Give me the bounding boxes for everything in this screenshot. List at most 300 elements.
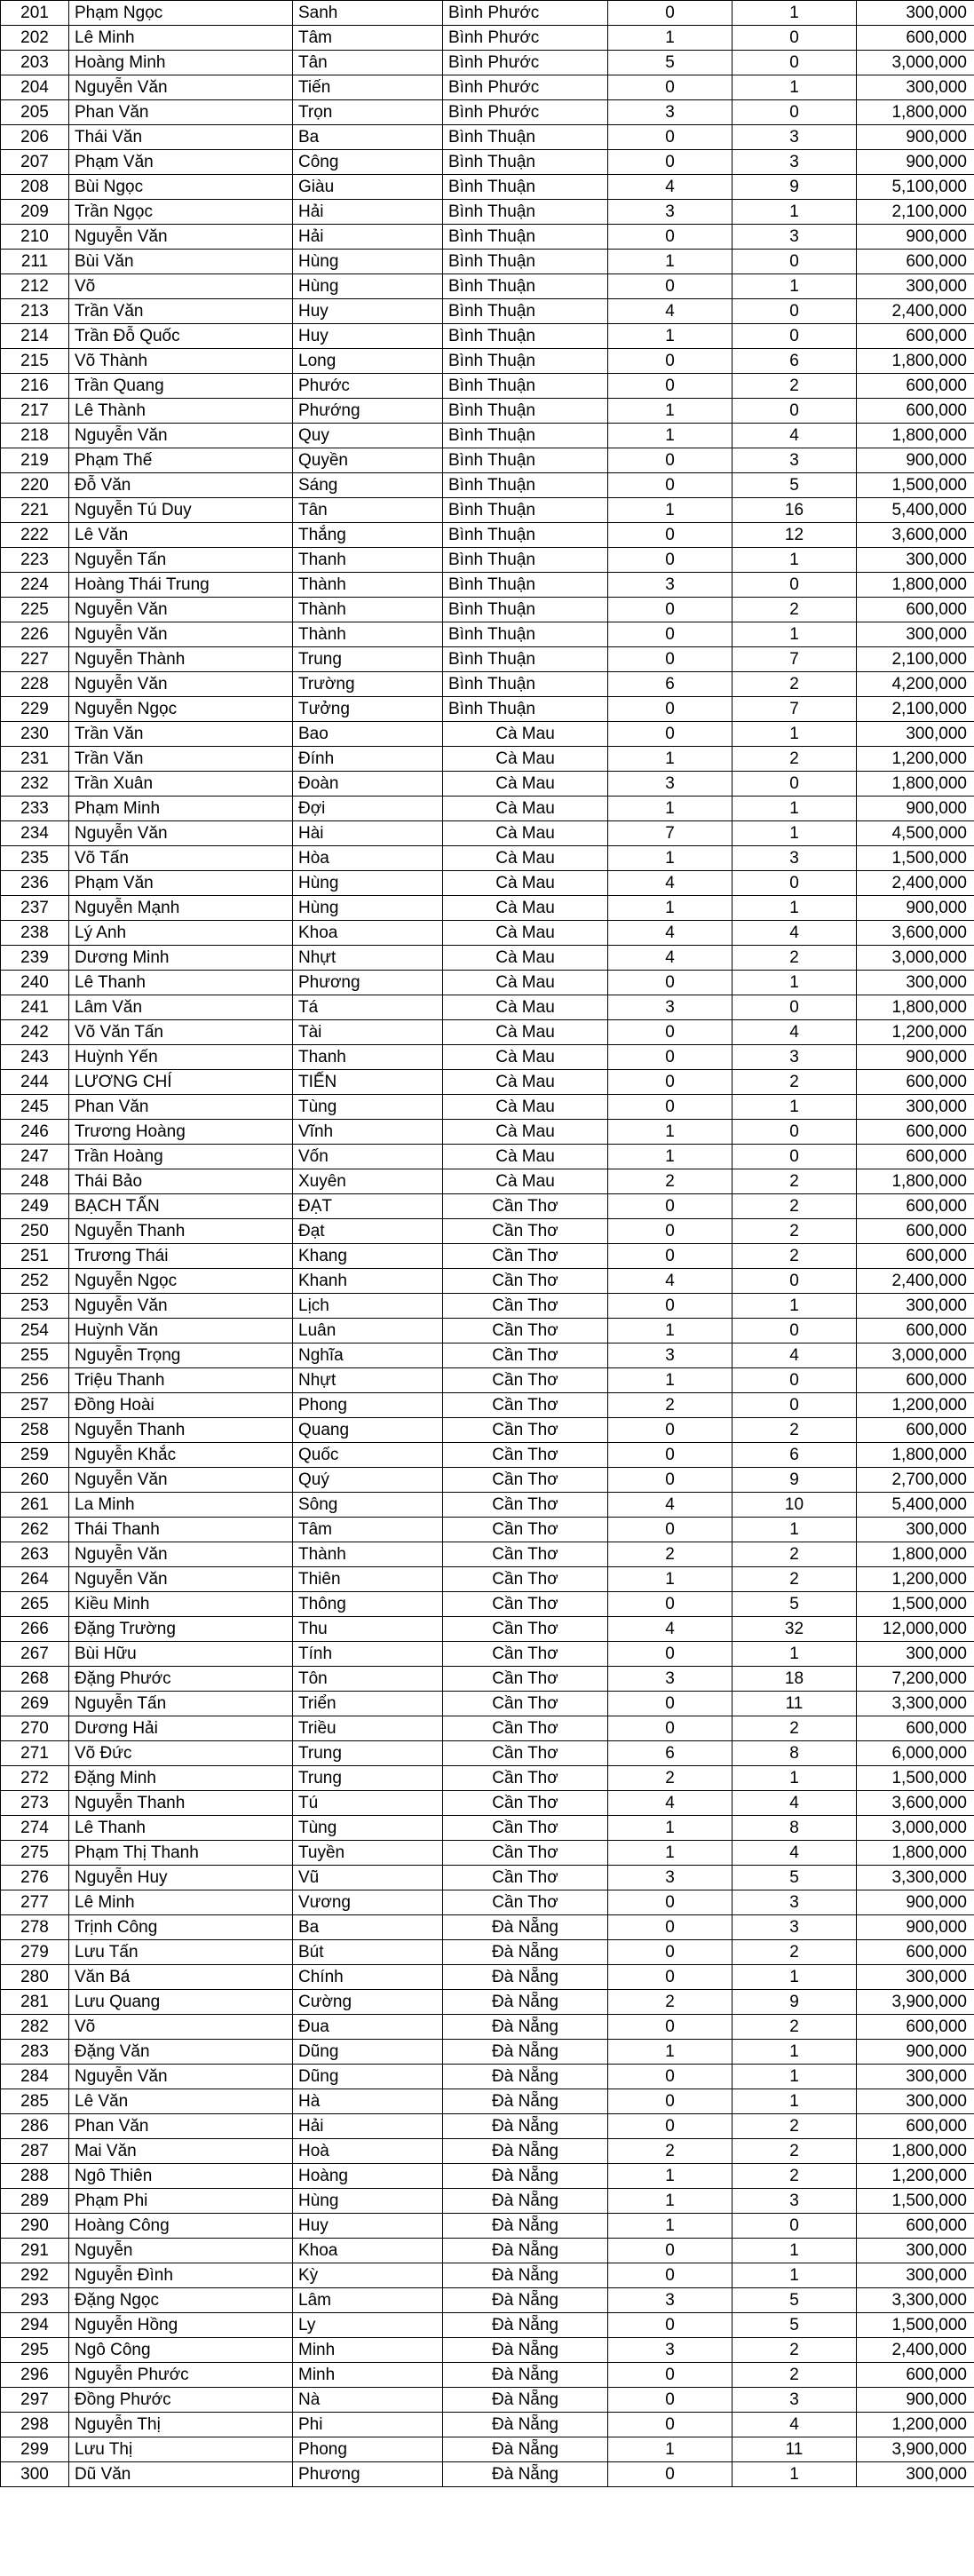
surname-cell: Lê Thanh — [69, 1816, 293, 1841]
count-2-cell: 16 — [732, 498, 857, 523]
amount-cell: 2,400,000 — [857, 871, 974, 896]
surname-cell: Võ — [69, 274, 293, 299]
province-cell: Cà Mau — [443, 921, 608, 946]
surname-cell: Trần Xuân — [69, 772, 293, 797]
amount-cell: 900,000 — [857, 150, 974, 175]
row-number-cell: 276 — [1, 1866, 69, 1890]
amount-cell: 600,000 — [857, 1145, 974, 1169]
table-row — [1, 1741, 974, 1766]
province-cell: Bình Phước — [443, 51, 608, 75]
table-row — [1, 1965, 974, 1990]
province-cell: Đà Nẵng — [443, 1965, 608, 1990]
count-1-cell: 0 — [608, 1642, 732, 1667]
amount-cell: 1,500,000 — [857, 1592, 974, 1617]
count-2-cell: 4 — [732, 1020, 857, 1045]
count-2-cell: 2 — [732, 672, 857, 697]
province-cell: Bình Thuận — [443, 598, 608, 622]
surname-cell: La Minh — [69, 1493, 293, 1518]
amount-cell: 1,800,000 — [857, 100, 974, 125]
amount-cell: 300,000 — [857, 2089, 974, 2114]
surname-cell: Mai Văn — [69, 2139, 293, 2164]
count-2-cell: 1 — [732, 2263, 857, 2288]
count-2-cell: 4 — [732, 1841, 857, 1866]
amount-cell: 3,000,000 — [857, 946, 974, 971]
amount-cell: 300,000 — [857, 2263, 974, 2288]
count-2-cell: 3 — [732, 2189, 857, 2214]
count-2-cell: 2 — [732, 747, 857, 772]
row-number-cell: 211 — [1, 250, 69, 274]
table-row — [1, 995, 974, 1020]
table-row — [1, 672, 974, 697]
given-name-cell: Phước — [293, 374, 443, 399]
amount-cell: 600,000 — [857, 324, 974, 349]
surname-cell: Trần Văn — [69, 722, 293, 747]
given-name-cell: Quang — [293, 1418, 443, 1443]
count-2-cell: 0 — [732, 51, 857, 75]
count-2-cell: 1 — [732, 2239, 857, 2263]
table-row — [1, 1393, 974, 1418]
count-2-cell: 11 — [732, 2437, 857, 2462]
given-name-cell: Triều — [293, 1716, 443, 1741]
table-row — [1, 150, 974, 175]
surname-cell: Bùi Hữu — [69, 1642, 293, 1667]
count-1-cell: 0 — [608, 1418, 732, 1443]
given-name-cell: Thanh — [293, 548, 443, 573]
given-name-cell: Đính — [293, 747, 443, 772]
count-2-cell: 7 — [732, 647, 857, 672]
amount-cell: 300,000 — [857, 548, 974, 573]
count-2-cell: 1 — [732, 2065, 857, 2089]
row-number-cell: 254 — [1, 1319, 69, 1343]
row-number-cell: 212 — [1, 274, 69, 299]
row-number-cell: 249 — [1, 1194, 69, 1219]
amount-cell: 300,000 — [857, 2065, 974, 2089]
amount-cell: 300,000 — [857, 2462, 974, 2487]
surname-cell: Nguyễn Tấn — [69, 1692, 293, 1716]
province-cell: Đà Nẵng — [443, 2040, 608, 2065]
count-2-cell: 2 — [732, 2338, 857, 2363]
table-row — [1, 473, 974, 498]
given-name-cell: Dũng — [293, 2040, 443, 2065]
given-name-cell: Hải — [293, 200, 443, 225]
amount-cell: 900,000 — [857, 797, 974, 821]
table-row — [1, 399, 974, 424]
given-name-cell: Đạt — [293, 1219, 443, 1244]
row-number-cell: 283 — [1, 2040, 69, 2065]
count-1-cell: 4 — [608, 1493, 732, 1518]
table-row — [1, 1319, 974, 1343]
row-number-cell: 221 — [1, 498, 69, 523]
row-number-cell: 277 — [1, 1890, 69, 1915]
count-1-cell: 1 — [608, 2189, 732, 2214]
row-number-cell: 292 — [1, 2263, 69, 2288]
count-2-cell: 2 — [732, 1418, 857, 1443]
surname-cell: Nguyễn Thanh — [69, 1418, 293, 1443]
amount-cell: 300,000 — [857, 274, 974, 299]
table-row — [1, 2437, 974, 2462]
surname-cell: Phan Văn — [69, 1095, 293, 1120]
province-cell: Cà Mau — [443, 846, 608, 871]
count-2-cell: 2 — [732, 1542, 857, 1567]
province-cell: Cần Thơ — [443, 1244, 608, 1269]
row-number-cell: 206 — [1, 125, 69, 150]
province-cell: Bình Thuận — [443, 672, 608, 697]
province-cell: Bình Thuận — [443, 498, 608, 523]
row-number-cell: 225 — [1, 598, 69, 622]
amount-cell: 3,600,000 — [857, 523, 974, 548]
count-1-cell: 0 — [608, 2413, 732, 2437]
given-name-cell: Đợi — [293, 797, 443, 821]
amount-cell: 1,200,000 — [857, 747, 974, 772]
count-1-cell: 1 — [608, 1816, 732, 1841]
table-row — [1, 1518, 974, 1542]
given-name-cell: Thành — [293, 622, 443, 647]
row-number-cell: 207 — [1, 150, 69, 175]
surname-cell: Dũ Văn — [69, 2462, 293, 2487]
given-name-cell: Tú — [293, 1791, 443, 1816]
table-row — [1, 2114, 974, 2139]
row-number-cell: 265 — [1, 1592, 69, 1617]
count-1-cell: 0 — [608, 1020, 732, 1045]
surname-cell: Đặng Phước — [69, 1667, 293, 1692]
table-row — [1, 250, 974, 274]
surname-cell: Đặng Ngọc — [69, 2288, 293, 2313]
row-number-cell: 299 — [1, 2437, 69, 2462]
count-1-cell: 0 — [608, 2363, 732, 2388]
count-2-cell: 9 — [732, 1468, 857, 1493]
count-1-cell: 0 — [608, 1244, 732, 1269]
surname-cell: Nguyễn Thị — [69, 2413, 293, 2437]
given-name-cell: Cường — [293, 1990, 443, 2015]
amount-cell: 300,000 — [857, 1095, 974, 1120]
province-cell: Cà Mau — [443, 821, 608, 846]
amount-cell: 600,000 — [857, 2114, 974, 2139]
given-name-cell: Giàu — [293, 175, 443, 200]
table-row — [1, 772, 974, 797]
province-cell: Cần Thơ — [443, 1741, 608, 1766]
given-name-cell: Luân — [293, 1319, 443, 1343]
table-row — [1, 1915, 974, 1940]
surname-cell: Nguyễn Văn — [69, 821, 293, 846]
amount-cell: 2,700,000 — [857, 1468, 974, 1493]
province-cell: Cần Thơ — [443, 1418, 608, 1443]
table-row — [1, 1766, 974, 1791]
row-number-cell: 279 — [1, 1940, 69, 1965]
table-row — [1, 225, 974, 250]
row-number-cell: 296 — [1, 2363, 69, 2388]
count-2-cell: 5 — [732, 2313, 857, 2338]
amount-cell: 1,800,000 — [857, 573, 974, 598]
count-2-cell: 3 — [732, 225, 857, 250]
table-row — [1, 75, 974, 100]
row-number-cell: 269 — [1, 1692, 69, 1716]
given-name-cell: Lịch — [293, 1294, 443, 1319]
count-2-cell: 1 — [732, 1642, 857, 1667]
amount-cell: 5,400,000 — [857, 498, 974, 523]
province-cell: Cà Mau — [443, 1020, 608, 1045]
table-row — [1, 1468, 974, 1493]
row-number-cell: 236 — [1, 871, 69, 896]
row-number-cell: 247 — [1, 1145, 69, 1169]
given-name-cell: Khang — [293, 1244, 443, 1269]
province-cell: Cần Thơ — [443, 1468, 608, 1493]
province-cell: Cần Thơ — [443, 1592, 608, 1617]
count-1-cell: 3 — [608, 1343, 732, 1368]
surname-cell: Hoàng Minh — [69, 51, 293, 75]
count-1-cell: 0 — [608, 1915, 732, 1940]
count-1-cell: 0 — [608, 1692, 732, 1716]
amount-cell: 2,400,000 — [857, 2338, 974, 2363]
given-name-cell: Công — [293, 150, 443, 175]
surname-cell: Phạm Văn — [69, 150, 293, 175]
row-number-cell: 262 — [1, 1518, 69, 1542]
count-2-cell: 3 — [732, 150, 857, 175]
count-2-cell: 0 — [732, 250, 857, 274]
count-2-cell: 0 — [732, 1145, 857, 1169]
province-cell: Bình Thuận — [443, 622, 608, 647]
given-name-cell: Vĩnh — [293, 1120, 443, 1145]
count-1-cell: 0 — [608, 548, 732, 573]
row-number-cell: 274 — [1, 1816, 69, 1841]
row-number-cell: 202 — [1, 26, 69, 51]
given-name-cell: Khoa — [293, 2239, 443, 2263]
amount-cell: 600,000 — [857, 1194, 974, 1219]
row-number-cell: 284 — [1, 2065, 69, 2089]
amount-cell: 300,000 — [857, 971, 974, 995]
table-row — [1, 697, 974, 722]
count-2-cell: 0 — [732, 1393, 857, 1418]
surname-cell: Trương Hoàng — [69, 1120, 293, 1145]
row-number-cell: 293 — [1, 2288, 69, 2313]
province-cell: Bình Thuận — [443, 150, 608, 175]
row-number-cell: 208 — [1, 175, 69, 200]
count-1-cell: 4 — [608, 1617, 732, 1642]
table-row — [1, 821, 974, 846]
table-row — [1, 1493, 974, 1518]
given-name-cell: Thiên — [293, 1567, 443, 1592]
count-2-cell: 2 — [732, 2363, 857, 2388]
surname-cell: Bùi Văn — [69, 250, 293, 274]
table-row — [1, 324, 974, 349]
table-row — [1, 647, 974, 672]
province-cell: Đà Nẵng — [443, 2338, 608, 2363]
table-row — [1, 1194, 974, 1219]
surname-cell: Trần Văn — [69, 299, 293, 324]
row-number-cell: 223 — [1, 548, 69, 573]
given-name-cell: Sông — [293, 1493, 443, 1518]
table-row — [1, 1443, 974, 1468]
row-number-cell: 298 — [1, 2413, 69, 2437]
table-row — [1, 573, 974, 598]
surname-cell: BẠCH TẤN — [69, 1194, 293, 1219]
count-1-cell: 0 — [608, 2065, 732, 2089]
row-number-cell: 203 — [1, 51, 69, 75]
table-row — [1, 1294, 974, 1319]
count-2-cell: 0 — [732, 1368, 857, 1393]
province-cell: Đà Nẵng — [443, 2214, 608, 2239]
province-cell: Đà Nẵng — [443, 2288, 608, 2313]
table-row — [1, 2239, 974, 2263]
count-1-cell: 0 — [608, 1070, 732, 1095]
row-number-cell: 287 — [1, 2139, 69, 2164]
surname-cell: Ngô Thiên — [69, 2164, 293, 2189]
table-row — [1, 1368, 974, 1393]
surname-cell: Nguyễn Văn — [69, 672, 293, 697]
count-1-cell: 0 — [608, 2015, 732, 2040]
province-cell: Cần Thơ — [443, 1841, 608, 1866]
amount-cell: 1,800,000 — [857, 995, 974, 1020]
table-row — [1, 175, 974, 200]
count-1-cell: 0 — [608, 1045, 732, 1070]
count-1-cell: 0 — [608, 1, 732, 26]
count-1-cell: 1 — [608, 498, 732, 523]
surname-cell: Bùi Ngọc — [69, 175, 293, 200]
given-name-cell: Phương — [293, 2462, 443, 2487]
row-number-cell: 251 — [1, 1244, 69, 1269]
surname-cell: Nguyễn Văn — [69, 75, 293, 100]
amount-cell: 2,100,000 — [857, 697, 974, 722]
table-row — [1, 1841, 974, 1866]
table-row — [1, 424, 974, 448]
count-2-cell: 2 — [732, 2015, 857, 2040]
count-1-cell: 4 — [608, 299, 732, 324]
given-name-cell: Hài — [293, 821, 443, 846]
count-1-cell: 1 — [608, 2040, 732, 2065]
amount-cell: 600,000 — [857, 374, 974, 399]
row-number-cell: 258 — [1, 1418, 69, 1443]
province-cell: Đà Nẵng — [443, 2313, 608, 2338]
count-2-cell: 5 — [732, 473, 857, 498]
amount-cell: 300,000 — [857, 2239, 974, 2263]
count-1-cell: 1 — [608, 1567, 732, 1592]
given-name-cell: Quy — [293, 424, 443, 448]
count-1-cell: 7 — [608, 821, 732, 846]
surname-cell: Võ — [69, 2015, 293, 2040]
count-1-cell: 0 — [608, 225, 732, 250]
count-1-cell: 0 — [608, 2239, 732, 2263]
province-cell: Bình Thuận — [443, 647, 608, 672]
count-2-cell: 9 — [732, 175, 857, 200]
given-name-cell: Long — [293, 349, 443, 374]
table-row — [1, 1940, 974, 1965]
count-1-cell: 0 — [608, 274, 732, 299]
amount-cell: 1,800,000 — [857, 2139, 974, 2164]
row-number-cell: 239 — [1, 946, 69, 971]
amount-cell: 1,800,000 — [857, 1169, 974, 1194]
province-cell: Bình Thuận — [443, 523, 608, 548]
given-name-cell: Ba — [293, 1915, 443, 1940]
count-1-cell: 0 — [608, 473, 732, 498]
table-row — [1, 1145, 974, 1169]
count-2-cell: 1 — [732, 1965, 857, 1990]
count-2-cell: 3 — [732, 1045, 857, 1070]
count-1-cell: 3 — [608, 2288, 732, 2313]
given-name-cell: Tâm — [293, 26, 443, 51]
count-1-cell: 0 — [608, 1468, 732, 1493]
count-1-cell: 4 — [608, 1269, 732, 1294]
province-cell: Bình Thuận — [443, 448, 608, 473]
row-number-cell: 201 — [1, 1, 69, 26]
table-row — [1, 722, 974, 747]
row-number-cell: 252 — [1, 1269, 69, 1294]
count-1-cell: 0 — [608, 1592, 732, 1617]
province-cell: Cần Thơ — [443, 1368, 608, 1393]
count-1-cell: 2 — [608, 1393, 732, 1418]
province-cell: Bình Thuận — [443, 175, 608, 200]
count-1-cell: 4 — [608, 175, 732, 200]
count-2-cell: 2 — [732, 598, 857, 622]
count-2-cell: 5 — [732, 2288, 857, 2313]
amount-cell: 1,500,000 — [857, 473, 974, 498]
given-name-cell: Tiến — [293, 75, 443, 100]
given-name-cell: Trung — [293, 647, 443, 672]
table-row — [1, 871, 974, 896]
surname-cell: Nguyễn Văn — [69, 1542, 293, 1567]
count-1-cell: 1 — [608, 2437, 732, 2462]
row-number-cell: 209 — [1, 200, 69, 225]
province-cell: Đà Nẵng — [443, 1940, 608, 1965]
count-2-cell: 3 — [732, 448, 857, 473]
amount-cell: 600,000 — [857, 598, 974, 622]
table-row — [1, 299, 974, 324]
given-name-cell: Nhựt — [293, 1368, 443, 1393]
count-1-cell: 0 — [608, 1443, 732, 1468]
amount-cell: 4,500,000 — [857, 821, 974, 846]
province-cell: Cần Thơ — [443, 1617, 608, 1642]
surname-cell: Dương Minh — [69, 946, 293, 971]
province-cell: Cà Mau — [443, 971, 608, 995]
count-2-cell: 2 — [732, 1194, 857, 1219]
province-cell: Cần Thơ — [443, 1443, 608, 1468]
surname-cell: Nguyễn Mạnh — [69, 896, 293, 921]
table-row — [1, 2313, 974, 2338]
surname-cell: Trương Thái — [69, 1244, 293, 1269]
amount-cell: 900,000 — [857, 1890, 974, 1915]
row-number-cell: 297 — [1, 2388, 69, 2413]
row-number-cell: 270 — [1, 1716, 69, 1741]
count-2-cell: 4 — [732, 2413, 857, 2437]
count-1-cell: 0 — [608, 1518, 732, 1542]
row-number-cell: 266 — [1, 1617, 69, 1642]
surname-cell: Nguyễn Ngọc — [69, 1269, 293, 1294]
province-cell: Cần Thơ — [443, 1343, 608, 1368]
table-body — [1, 1, 974, 2487]
table-row — [1, 1120, 974, 1145]
table-row — [1, 548, 974, 573]
table-row — [1, 1692, 974, 1716]
given-name-cell: Quốc — [293, 1443, 443, 1468]
province-cell: Bình Phước — [443, 75, 608, 100]
row-number-cell: 205 — [1, 100, 69, 125]
count-1-cell: 4 — [608, 946, 732, 971]
amount-cell: 6,000,000 — [857, 1741, 974, 1766]
row-number-cell: 238 — [1, 921, 69, 946]
given-name-cell: Minh — [293, 2363, 443, 2388]
given-name-cell: Tôn — [293, 1667, 443, 1692]
amount-cell: 900,000 — [857, 125, 974, 150]
count-1-cell: 0 — [608, 349, 732, 374]
amount-cell: 600,000 — [857, 1244, 974, 1269]
surname-cell: Phạm Thị Thanh — [69, 1841, 293, 1866]
count-1-cell: 3 — [608, 200, 732, 225]
count-2-cell: 0 — [732, 2214, 857, 2239]
row-number-cell: 216 — [1, 374, 69, 399]
given-name-cell: Thông — [293, 1592, 443, 1617]
row-number-cell: 244 — [1, 1070, 69, 1095]
row-number-cell: 243 — [1, 1045, 69, 1070]
count-1-cell: 0 — [608, 1194, 732, 1219]
given-name-cell: Trường — [293, 672, 443, 697]
